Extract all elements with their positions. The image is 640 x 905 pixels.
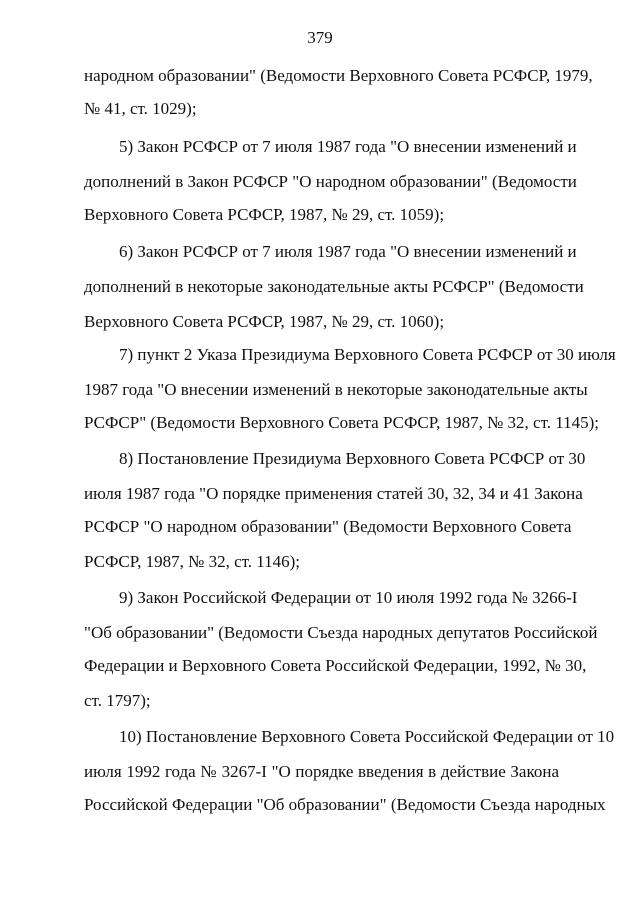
text-line: 6) Закон РСФСР от 7 июля 1987 года "О внесении изменений и — [119, 242, 577, 261]
page-number: 379 — [307, 28, 333, 47]
text-line: дополнений в Закон РСФСР "О народном образовании" (Ведомости — [84, 172, 577, 191]
text-line: народном образовании" (Ведомости Верховного Совета РСФСР, 1979, — [84, 66, 593, 85]
text-line: Российской Федерации "Об образовании" (Ведомости Съезда народных — [84, 795, 606, 814]
text-line: 9) Закон Российской Федерации от 10 июля 1992 года № 3266-I — [119, 588, 578, 607]
text-line: дополнений в некоторые законодательные акты РСФСР" (Ведомости — [84, 277, 584, 296]
text-line: 5) Закон РСФСР от 7 июля 1987 года "О внесении изменений и — [119, 137, 577, 156]
text-line: июля 1992 года № 3267-I "О порядке введения в действие Закона — [84, 762, 559, 781]
text-line: № 41, ст. 1029); — [84, 99, 197, 118]
text-line: "Об образовании" (Ведомости Съезда народных депутатов Российской — [84, 623, 598, 642]
text-line: Верховного Совета РСФСР, 1987, № 29, ст. 1059); — [84, 205, 445, 224]
text-line: 7) пункт 2 Указа Президиума Верховного Совета РСФСР от 30 июля — [119, 345, 616, 364]
text-line: ст. 1797); — [84, 691, 151, 710]
text-line: 8) Постановление Президиума Верховного Совета РСФСР от 30 — [119, 449, 586, 468]
text-line: июля 1987 года "О порядке применения статей 30, 32, 34 и 41 Закона — [84, 484, 583, 503]
text-line: РСФСР, 1987, № 32, ст. 1146); — [84, 552, 301, 571]
text-line: РСФСР "О народном образовании" (Ведомости Верховного Совета — [84, 517, 572, 536]
text-line: РСФСР" (Ведомости Верховного Совета РСФСР, 1987, № 32, ст. 1145); — [84, 413, 599, 432]
text-line: 10) Постановление Верховного Совета Российской Федерации от 10 — [119, 727, 615, 746]
text-line: 1987 года "О внесении изменений в некоторые законодательные акты — [84, 380, 588, 399]
text-line: Федерации и Верховного Совета Российской Федерации, 1992, № 30, — [84, 656, 587, 675]
text-line: Верховного Совета РСФСР, 1987, № 29, ст. 1060); — [84, 312, 445, 331]
